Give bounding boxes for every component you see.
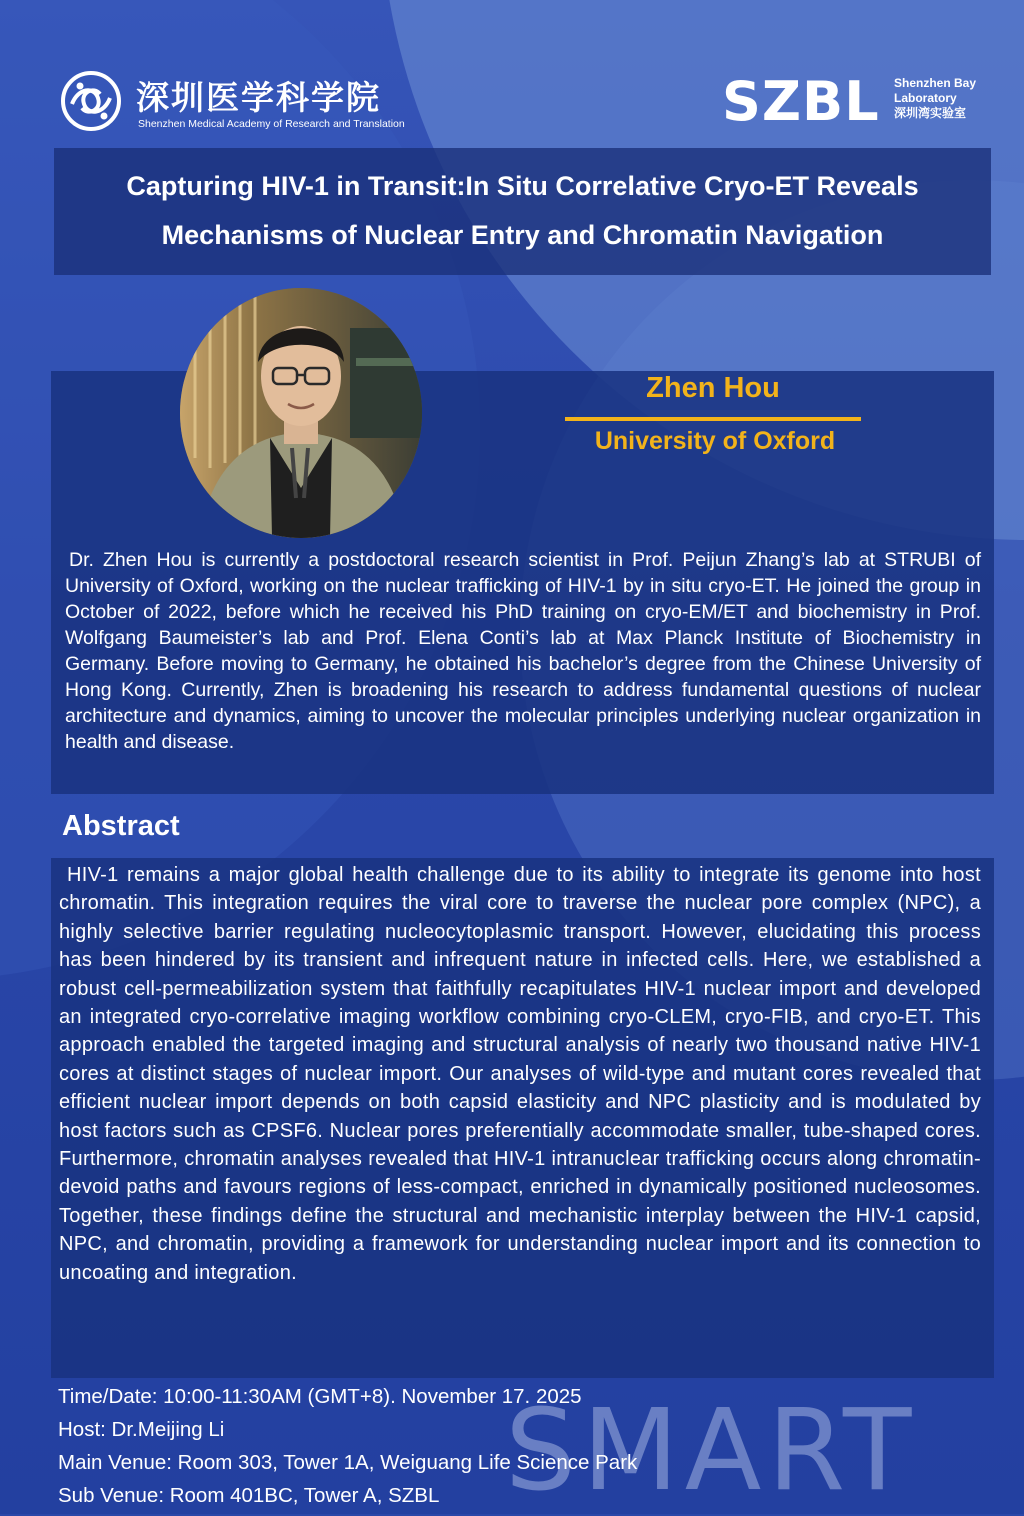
- talk-title: [54, 162, 991, 260]
- title-line-1: Capturing HIV-1 in Transit:In Situ Correlative Cryo-ET Reveals: [126, 171, 919, 201]
- szbl-text: [894, 76, 976, 121]
- title-line-2: Mechanisms of Nuclear Entry and Chromatin Navigation: [161, 220, 884, 250]
- szbl-mark: SZBL: [722, 70, 880, 133]
- szbl-line3: 深圳湾实验室: [894, 106, 967, 120]
- event-host: Host: Dr.Meijing Li: [58, 1418, 225, 1441]
- smart-watermark: SMART: [505, 1386, 918, 1516]
- title-panel: [54, 148, 991, 275]
- speaker-portrait: [180, 288, 422, 538]
- sma-logo: [58, 66, 405, 136]
- speaker-affiliation: University of Oxford: [594, 427, 836, 455]
- abstract-text: HIV-1 remains a major global health challenge due to its ability to integrate its genome into host chromatin. This integration requires the viral core to traverse the nuclear pore complex (NPC), a highly selective barrier regulating nucleocytoplasmic transport. However, elucidating this process has been hindered by its transient and infrequent nature in infected cells. Here, we established a robust cell-permeabilization system that faithfully recapitulates HIV-1 nuclear import and developed an integrated cryo-correlative imaging workflow combining cryo-CLEM, cryo-FIB, and cryo-ET. This approach enabled the targeted imaging and structural analysis of nearly two thousand native HIV-1 cores at distinct stages of nuclear import. Our analyses of wild-type and mutant cores revealed that efficient nuclear import depends on both capsid elasticity and NPC plasticity and is modulated by host factors such as CPSF6. Nuclear pores preferentially accommodate smaller, tube-shaped cores. Furthermore, chromatin analyses revealed that HIV-1 intranuclear trafficking occurs along chromatin-devoid paths and favours regions of less-compact, enriched in dynamically positioned nucleosomes. Together, these findings define the structural and mechanistic interplay between the HIV-1 capsid, NPC, and chromatin, providing a framework for understanding nuclear import and its connection to uncoating and integration.: [59, 864, 981, 1284]
- sma-emblem-icon: [58, 68, 124, 134]
- sma-name-cn: 深圳医学科学院: [136, 78, 381, 117]
- szbl-line1: Shenzhen Bay: [894, 76, 977, 90]
- event-main-venue: Main Venue: Room 303, Tower 1A, Weiguang Life Science Park: [58, 1451, 638, 1474]
- szbl-logo: [722, 72, 992, 132]
- szbl-line2: Laboratory: [894, 91, 957, 105]
- event-sub-venue: Sub Venue: Room 401BC, Tower A, SZBL: [58, 1484, 440, 1507]
- abstract-heading: Abstract: [62, 810, 180, 842]
- sma-name-en: Shenzhen Medical Academy of Research and Translation: [138, 118, 405, 130]
- speaker-divider: [565, 417, 861, 421]
- speaker-name: Zhen Hou: [646, 372, 780, 404]
- event-time: Time/Date: 10:00-11:30AM (GMT+8). November 17. 2025: [58, 1385, 582, 1408]
- speaker-bio: Dr. Zhen Hou is currently a postdoctoral research scientist in Prof. Peijun Zhang’s lab at STRUBI of University of Oxford, working on the nuclear trafficking of HIV-1 by in situ cryo-ET. He joined the group in October of 2022, before which he received his PhD training on cryo-EM/ET and biochemistry in Prof. Wolfgang Baumeister’s lab and Prof. Elena Conti’s lab at Max Planck Institute of Biochemistry in Germany. Before moving to Germany, he obtained his bachelor’s degree from the Chinese University of Hong Kong. Currently, Zhen is broadening his research to address fundamental questions of nuclear architecture and dynamics, aiming to uncover the molecular principles underlying nuclear organization in health and disease.: [65, 549, 981, 753]
